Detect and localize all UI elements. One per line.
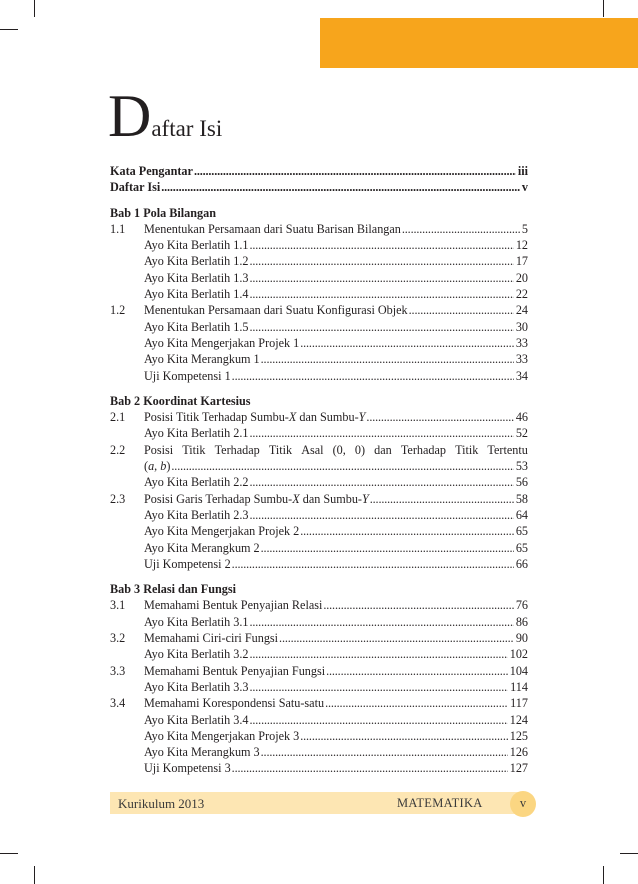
toc-word: Terhadap: [400, 442, 446, 457]
page-number: 33: [515, 335, 528, 350]
dot-leader: [250, 237, 514, 253]
dot-leader: [232, 368, 514, 384]
toc-label: Ayo Kita Berlatih 3.4: [144, 712, 249, 727]
dot-leader: [261, 351, 514, 367]
toc-row: [110, 221, 528, 237]
footer-curriculum: Kurikulum 2013: [118, 796, 205, 811]
toc-row: [110, 540, 528, 556]
dot-leader: [402, 221, 520, 237]
toc-word: Terhadap: [214, 442, 260, 457]
crop-mark: [34, 866, 35, 884]
dot-leader: [194, 163, 516, 179]
page-number: 124: [509, 712, 528, 727]
dot-leader: [250, 712, 508, 728]
dot-leader: [300, 523, 514, 539]
page-number: 117: [510, 696, 528, 711]
toc-row: [110, 237, 528, 253]
dot-leader: [370, 491, 514, 507]
toc-label-justified: [144, 442, 528, 458]
page-number: 58: [515, 491, 528, 506]
toc-row: [110, 474, 528, 490]
toc-label: Ayo Kita Berlatih 3.1: [144, 614, 249, 629]
page-number: 24: [515, 303, 528, 318]
dot-leader: [300, 728, 507, 744]
toc-label: Ayo Kita Merangkum 3: [144, 745, 260, 760]
toc-label: Ayo Kita Mengerjakan Projek 3: [144, 728, 300, 743]
section-number: 2.2: [110, 442, 126, 457]
toc-word: Titik: [455, 442, 479, 457]
toc-row: [110, 507, 528, 523]
page-number: 17: [515, 254, 528, 269]
page-number: 64: [515, 507, 528, 522]
dot-leader: [250, 474, 514, 490]
page-number: 127: [509, 761, 528, 776]
toc-row: [110, 270, 528, 286]
title-initial: D: [108, 83, 152, 149]
toc-row: [110, 351, 528, 367]
toc-row: [110, 368, 528, 384]
dot-leader: [250, 614, 514, 630]
section-number: 2.3: [110, 491, 126, 506]
toc-row: [110, 163, 528, 179]
dot-leader: [366, 409, 513, 425]
page-number: 66: [515, 556, 528, 571]
toc-label: Ayo Kita Berlatih 2.1: [144, 426, 249, 441]
toc-label: Memahami Bentuk Penyajian Relasi: [144, 598, 323, 613]
dot-leader: [300, 335, 514, 351]
page-number: 22: [515, 287, 528, 302]
dot-leader: [250, 286, 514, 302]
toc-word: 0): [354, 442, 366, 457]
toc-row: [110, 253, 528, 269]
toc-label: Memahami Korespondensi Satu-satu: [144, 696, 325, 711]
toc-label: Uji Kompetensi 3: [144, 761, 231, 776]
section-number: 3.3: [110, 663, 126, 678]
toc-row: [110, 695, 528, 711]
page-number: iii: [517, 164, 528, 178]
toc-label: Posisi Garis Terhadap Sumbu-X dan Sumbu-Y: [144, 491, 369, 506]
toc-label: Ayo Kita Berlatih 3.3: [144, 679, 249, 694]
chapter-heading: Bab 1 Pola Bilangan: [110, 205, 216, 220]
toc-label: Ayo Kita Berlatih 1.5: [144, 319, 249, 334]
dot-leader: [171, 458, 513, 474]
toc-label: Ayo Kita Berlatih 1.4: [144, 287, 249, 302]
toc-row: [110, 614, 528, 630]
dot-leader: [325, 695, 508, 711]
toc-label: Menentukan Persamaan dari Suatu Barisan Bilangan: [144, 221, 401, 236]
dot-leader: [232, 760, 508, 776]
toc-row: [110, 679, 528, 695]
section-number: 3.1: [110, 598, 126, 613]
toc-row: [110, 597, 528, 613]
section-number: 1.1: [110, 221, 126, 236]
header-accent-band: [320, 18, 638, 68]
toc-word: Posisi: [144, 442, 174, 457]
dot-leader: [250, 679, 509, 695]
toc-row: [110, 556, 528, 572]
dot-leader: [250, 270, 514, 286]
crop-mark: [0, 29, 18, 30]
page-number: 56: [515, 475, 528, 490]
dot-leader: [250, 646, 508, 662]
dot-leader: [323, 597, 513, 613]
toc-label: Memahami Ciri-ciri Fungsi: [144, 631, 279, 646]
toc-row: [110, 712, 528, 728]
dot-leader: [250, 425, 514, 441]
section-gap: [110, 384, 528, 393]
toc-label: Ayo Kita Berlatih 1.1: [144, 238, 249, 253]
dot-leader: [409, 302, 514, 318]
toc-row: [110, 760, 528, 776]
toc-label: Kata Pengantar: [110, 164, 193, 178]
dot-leader: [250, 253, 514, 269]
toc-word: (0,: [332, 442, 346, 457]
toc-label: Ayo Kita Berlatih 2.3: [144, 507, 249, 522]
section-number: 3.2: [110, 631, 126, 646]
dot-leader: [232, 556, 514, 572]
toc-label: Ayo Kita Berlatih 1.2: [144, 254, 249, 269]
table-of-contents: [110, 163, 528, 777]
section-number: 3.4: [110, 696, 126, 711]
toc-row: [110, 646, 528, 662]
toc-word: Titik: [268, 442, 293, 457]
crop-mark: [0, 853, 18, 854]
page-number: 76: [515, 598, 528, 613]
toc-label: Ayo Kita Merangkum 2: [144, 540, 260, 555]
toc-label: (a, b): [144, 459, 171, 474]
toc-row: [110, 319, 528, 335]
page-number: 104: [509, 663, 528, 678]
page-number: 20: [515, 270, 528, 285]
title-rest: aftar Isi: [151, 116, 223, 141]
chapter-heading: Bab 2 Koordinat Kartesius: [110, 393, 251, 408]
crop-mark: [620, 853, 638, 854]
crop-mark: [603, 866, 604, 884]
page-number: 86: [515, 614, 528, 629]
page-number: 5: [521, 221, 528, 236]
page-number: 126: [509, 745, 528, 760]
crop-mark: [603, 0, 604, 17]
dot-leader: [279, 630, 514, 646]
dot-leader: [250, 319, 514, 335]
crop-mark: [34, 0, 35, 17]
toc-row-multiline: [110, 442, 528, 458]
page-number: 34: [515, 368, 528, 383]
toc-word: dan: [374, 442, 392, 457]
page-number: 46: [515, 410, 528, 425]
dot-leader: [261, 540, 514, 556]
page-number: 114: [510, 679, 528, 694]
toc-row: [110, 286, 528, 302]
toc-row: [110, 302, 528, 318]
toc-label: Menentukan Persamaan dari Suatu Konfigurasi Objek: [144, 303, 408, 318]
page-title: [108, 83, 223, 149]
page-number: 33: [515, 352, 528, 367]
toc-label: Ayo Kita Berlatih 2.2: [144, 475, 249, 490]
toc-label: Uji Kompetensi 2: [144, 556, 231, 571]
page-number: 65: [515, 524, 528, 539]
toc-row: [110, 630, 528, 646]
section-number: 1.2: [110, 303, 126, 318]
section-gap: [110, 196, 528, 205]
dot-leader: [261, 744, 508, 760]
chapter-heading: Bab 3 Relasi dan Fungsi: [110, 582, 236, 597]
toc-row: [110, 179, 528, 195]
toc-label: Uji Kompetensi 1: [144, 368, 231, 383]
toc-word: Asal: [301, 442, 324, 457]
toc-label: Ayo Kita Mengerjakan Projek 1: [144, 335, 300, 350]
section-gap: [110, 572, 528, 581]
section-number: 2.1: [110, 410, 126, 425]
page-number: 12: [515, 238, 528, 253]
page-number: 90: [515, 631, 528, 646]
page-number: 102: [509, 647, 528, 662]
toc-label: Ayo Kita Merangkum 1: [144, 352, 260, 367]
page-number: 30: [515, 319, 528, 334]
toc-word: Titik: [182, 442, 206, 457]
toc-label: Ayo Kita Berlatih 1.3: [144, 270, 249, 285]
toc-label: Daftar Isi: [110, 180, 161, 195]
dot-leader: [326, 663, 508, 679]
footer-subject: MATEMATIKA: [397, 796, 483, 810]
toc-row-continuation: [110, 458, 528, 474]
toc-word: Tertentu: [487, 442, 528, 457]
toc-row: [110, 491, 528, 507]
dot-leader: [250, 507, 514, 523]
toc-label: Posisi Titik Terhadap Sumbu-X dan Sumbu-Y: [144, 410, 366, 425]
toc-label: Memahami Bentuk Penyajian Fungsi: [144, 663, 326, 678]
toc-row: [110, 335, 528, 351]
page-number: 52: [515, 426, 528, 441]
dot-leader: [161, 179, 520, 195]
page-number: v: [521, 180, 528, 195]
toc-label: Ayo Kita Mengerjakan Projek 2: [144, 524, 300, 539]
page-number: 65: [515, 540, 528, 555]
toc-label: Ayo Kita Berlatih 3.2: [144, 647, 249, 662]
toc-row: [110, 663, 528, 679]
page-number-badge: v: [510, 791, 536, 817]
toc-row: [110, 409, 528, 425]
toc-row: [110, 425, 528, 441]
toc-row: [110, 744, 528, 760]
toc-row: [110, 728, 528, 744]
toc-row: [110, 523, 528, 539]
page-number: 125: [509, 728, 528, 743]
page-number: 53: [515, 459, 528, 474]
